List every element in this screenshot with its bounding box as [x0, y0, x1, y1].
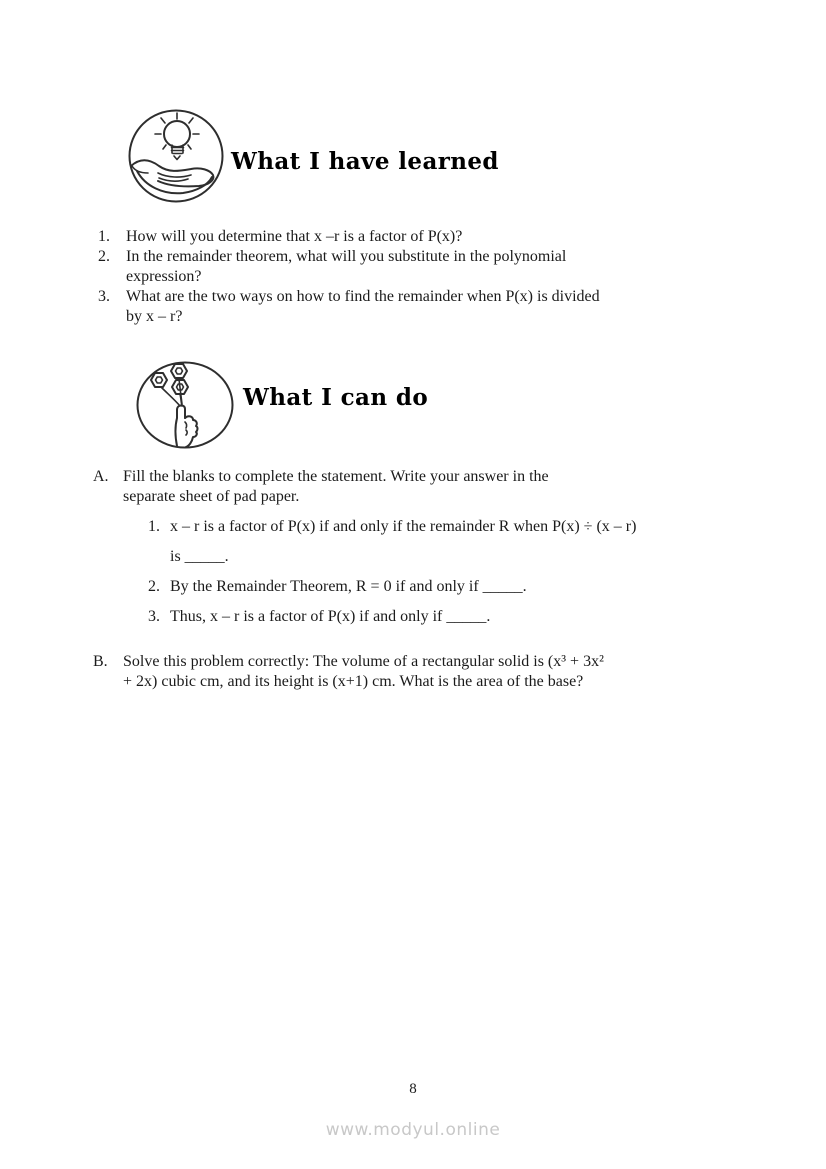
fill-blank-line: By the Remainder Theorem, R = 0 if and only if _____.: [170, 578, 527, 595]
part-a-section: [93, 467, 636, 627]
watermark-text: www.modyul.online: [325, 1120, 501, 1140]
fill-blank-item: [148, 577, 636, 597]
part-a-intro-line: Fill the blanks to complete the statement. Write your answer in the: [123, 468, 549, 485]
item-number: 3.: [148, 608, 160, 625]
part-label: A.: [93, 468, 109, 485]
list-item: [98, 227, 600, 247]
part-b-section: [93, 652, 604, 692]
part-a-intro: [93, 467, 636, 507]
question-line: How will you determine that x –r is a factor of P(x)?: [126, 228, 463, 245]
review-questions-list: [98, 227, 600, 327]
question-line: What are the two ways on how to find the remainder when P(x) is divided: [126, 288, 600, 305]
question-line: by x – r?: [126, 308, 183, 325]
lightbulb-in-hand-icon: [127, 109, 225, 204]
fill-blank-line: x – r is a factor of P(x) if and only if the remainder R when P(x) ÷ (x – r): [170, 518, 637, 535]
fill-blank-item: [148, 607, 636, 627]
item-number: 2.: [148, 578, 160, 595]
page-number: 8: [409, 1081, 417, 1097]
list-item-number: 1.: [98, 228, 110, 245]
part-a-intro-line: separate sheet of pad paper.: [123, 488, 300, 505]
hand-holding-nut-flowers-icon: [135, 360, 235, 450]
fill-blank-line: Thus, x – r is a factor of P(x) if and only if _____.: [170, 608, 491, 625]
part-a-items: [148, 517, 636, 627]
section-heading-what-i-have-learned: What I have learned: [231, 148, 499, 175]
section-heading-what-i-can-do: What I can do: [243, 384, 429, 411]
part-label: B.: [93, 653, 108, 670]
fill-blank-line: is _____.: [170, 548, 229, 565]
item-number: 1.: [148, 518, 160, 535]
question-line: In the remainder theorem, what will you substitute in the polynomial: [126, 248, 567, 265]
question-line: expression?: [126, 268, 202, 285]
list-item: [98, 287, 600, 327]
list-item: [98, 247, 600, 287]
list-item-number: 2.: [98, 248, 110, 265]
part-b-line: + 2x) cubic cm, and its height is (x+1) cm. What is the area of the base?: [123, 673, 584, 690]
part-b-line: Solve this problem correctly: The volume of a rectangular solid is (x³ + 3x²: [123, 653, 604, 670]
list-item-number: 3.: [98, 288, 110, 305]
part-b-problem: [93, 652, 604, 692]
fill-blank-item: [148, 517, 636, 567]
